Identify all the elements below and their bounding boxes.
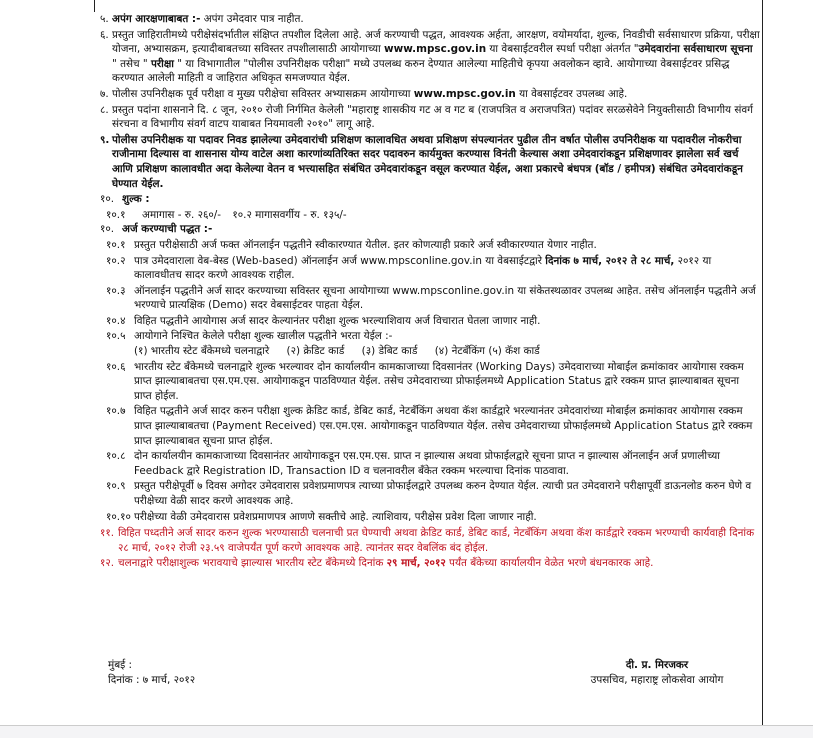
signatory-name: दी. प्र. मिरजकर bbox=[625, 659, 689, 671]
sub-number: १०.२ bbox=[106, 254, 126, 267]
sub-text: प्रस्तुत परीक्षेसाठी अर्ज फक्त ऑनलाईन पद्धतीने स्वीकारण्यात येतील. इतर कोणत्याही प्रकारे अर्ज स्वीकारण्यात येणार नाहीत. bbox=[134, 238, 597, 251]
item-text: अपंग उमेदवार पात्र नाहीत. bbox=[200, 13, 304, 25]
item-9 bbox=[100, 133, 760, 191]
sub-item bbox=[100, 449, 760, 478]
item-text: प्रस्तुत पदांना शासनाने दि. ८ जून, २०१० रोजी निर्गमित केलेली "महाराष्ट्र शासकीय गट अ व गट ब (राजपत्रित व अराजपत्रित) पदांवर सरळसेवेने नियुक्तीसाठी विभागीय संवर्ग संरचना व विभागीय संवर्ग वाटप याबाबत नियमावली २०१०" लागू आहे. bbox=[112, 103, 753, 131]
sub-item bbox=[100, 314, 760, 329]
sub-text: प्रस्तुत परीक्षेपूर्वी ७ दिवस अगोदर उमेदवारास प्रवेशप्रमाणपत्र त्याच्या प्रोफाईलद्वारे उपलब्ध करुन देण्यात येईल. त्याची प्रत उमेदवाराने परीक्षापूर्वी डाऊनलोड करुन घेणे व परीक्षेच्या वेळी सादर करणे आवश्यक आहे. bbox=[134, 480, 752, 507]
sub-text: विहित पद्धतीने आयोगास अर्ज सादर केल्यानंतर परीक्षा शुल्क भरल्याशिवाय अर्ज विचारात घेतला जाणार नाही. bbox=[134, 314, 541, 327]
item-text: या वेबसाईटवरील स्पर्धा परीक्षा अंतर्गत " bbox=[486, 43, 639, 56]
sub-item bbox=[100, 404, 760, 448]
fee-reserved-category: १०.२ मागासवर्गीय - रु. १३५/- bbox=[232, 208, 347, 221]
notice-body bbox=[100, 12, 760, 572]
sub-number: १०.७ bbox=[106, 405, 126, 418]
item-text: पोलीस उपनिरीक्षक पूर्व परीक्षा व मुख्य परीक्षेचा सविस्तर अभ्यासक्रम आयोगाच्या bbox=[112, 87, 414, 100]
item-number: ७. bbox=[100, 87, 109, 100]
item-text: प्रस्तुत जाहिरातीमध्ये परीक्षेसंदर्भातील संक्षिप्त तपशील दिलेला आहे. अर्ज करण्याची पद्धत, आवश्यक अर्हता, आरक्षण, वयोमर्यादा, शुल्क, निवडीची सर्वसाधारण प्रक्रिया, परीक्षा योजना, अभ्यासक्रम, इत्यादीबाबतच्या सविस्तर तपशीलासाठी आयोगाच्या bbox=[112, 28, 760, 56]
sub-number: १०.९ bbox=[106, 480, 126, 493]
item-number: ९. bbox=[100, 133, 110, 146]
item-title: अर्ज करण्याची पद्धत :- bbox=[122, 223, 213, 236]
item-6 bbox=[100, 28, 760, 86]
payment-option: (४) नेटबँकिंग (५) कॅश कार्ड bbox=[434, 345, 540, 358]
sub-text: पात्र उमेदवाराला वेब-बेस्ड (Web-based) ऑनलाईन अर्ज www.mpsconline.gov.in या वेबसाईटद्वारे bbox=[134, 254, 546, 267]
item-number: ८. bbox=[100, 103, 109, 116]
sub-number: १०.५ bbox=[106, 330, 126, 343]
item-number: ५. bbox=[100, 13, 109, 25]
item-number: १२. bbox=[100, 557, 115, 570]
sub-number: १०.४ bbox=[106, 314, 126, 327]
section-name: परीक्षा bbox=[151, 57, 174, 70]
item-11 bbox=[100, 526, 760, 555]
sub-text: आयोगाने निश्चित केलेले परीक्षा शुल्क खालील पद्धतीने भरता येईल :- bbox=[134, 330, 393, 343]
horizontal-scrollbar[interactable] bbox=[0, 725, 813, 738]
sub-number: १०.१० bbox=[106, 510, 131, 523]
sub-text: परीक्षेच्या वेळी उमेदवारास प्रवेशप्रमाणपत्र आणणे सक्तीचे आहे. त्याशिवाय, परीक्षेस प्रवेश दिला जाणार नाही. bbox=[134, 510, 537, 523]
payment-option: (३) डेबिट कार्ड bbox=[361, 345, 418, 358]
sub-number: १०.८ bbox=[106, 450, 126, 463]
sub-item bbox=[100, 329, 760, 358]
item-number: ११. bbox=[100, 527, 115, 540]
item-7 bbox=[100, 87, 760, 102]
sub-number: १०.१ bbox=[106, 238, 126, 251]
item-number: ६. bbox=[100, 28, 109, 41]
issue-date: दिनांक : ७ मार्च, २०१२ bbox=[108, 674, 196, 686]
item-text: " तसेच " bbox=[112, 57, 152, 70]
item-text: या वेबसाईटवर उपलब्ध आहे. bbox=[515, 87, 628, 100]
payment-options bbox=[134, 344, 760, 359]
payment-option: (२) क्रेडिट कार्ड bbox=[286, 345, 345, 358]
website-link[interactable]: www.mpsc.gov.in bbox=[384, 43, 487, 56]
signatory-designation: उपसचिव, महाराष्ट्र लोकसेवा आयोग bbox=[590, 674, 724, 686]
deadline-date: २९ मार्च, २०१२ bbox=[386, 557, 446, 570]
item-text: पर्यंत बँकेच्या कार्यालयीन वेळेत भरणे बंधनकारक आहे. bbox=[445, 557, 654, 570]
sub-number: १०.१ bbox=[106, 208, 126, 221]
item-10-method bbox=[100, 222, 760, 237]
application-period: दिनांक ७ मार्च, २०१२ ते २८ मार्च, bbox=[545, 254, 675, 267]
sub-item bbox=[100, 254, 760, 283]
item-title: अपंग आरक्षणाबाबत :- bbox=[112, 13, 201, 25]
item-12 bbox=[100, 556, 760, 571]
item-text: चलनाद्वारे परीक्षाशुल्क भरावयाचे झाल्यास भारतीय स्टेट बँकेमध्ये दिनांक bbox=[118, 557, 387, 570]
sub-item bbox=[100, 510, 760, 525]
fee-open-category: अमागास - रु. २६०/- bbox=[142, 208, 222, 221]
sub-item bbox=[100, 479, 760, 508]
sub-item bbox=[100, 360, 760, 404]
item-title: शुल्क : bbox=[122, 193, 150, 206]
sub-text: विहित पद्धतीने अर्ज सादर करुन परीक्षा शुल्क क्रेडिट कार्ड, डेबिट कार्ड, नेटबँकिंग अथवा कॅश कार्डद्वारे भरल्यानंतर उमेदवारांच्या मोबाईल क्रमांकावर आयोगास रक्कम प्राप्त झाल्याबाबतचा (Payment Received) एस.एम.एस. आयोगाकडून पाठविण्यात येईल. तसेच उमेदवाराच्या प्रोफाईलमध्ये Application Status द्वारे रक्कम प्राप्त झाल्याबाबत सूचना प्राप्त होईल. bbox=[134, 405, 753, 447]
sub-text: २०१२ या कालावधीतच सादर करणे आवश्यक राहील. bbox=[134, 254, 712, 282]
sub-text: दोन कार्यालयीन कामकाजाच्या दिवसानंतर आयोगाकडून एस.एम.एस. प्राप्त न झाल्यास अथवा प्रोफाईलद्वारे सूचना प्राप्त न झाल्यास ऑनलाईन अर्ज प्रणालीच्या Feedback द्वारे Registration ID, Transaction ID व चलनावरील बँकेत रक्कम भरल्याचा दिनांक पाठवावा. bbox=[134, 450, 720, 477]
item-8 bbox=[100, 103, 760, 132]
sub-item bbox=[100, 284, 760, 313]
page-border-left bbox=[94, 0, 95, 12]
section-name: उमेदवारांना सर्वसाधारण सूचना bbox=[638, 43, 753, 56]
item-number: १०. bbox=[100, 193, 115, 206]
item-number: १०. bbox=[100, 223, 115, 236]
fee-row bbox=[100, 208, 760, 223]
website-link[interactable]: www.mpsc.gov.in bbox=[413, 87, 516, 100]
item-10-fee bbox=[100, 192, 760, 207]
item-text: " या विभागातील "पोलीस उपनिरीक्षक परीक्षा" मध्ये उपलब्ध करुन देण्यात आलेल्या माहितीचे कृपया अवलोकन व्हावे. आयोगाच्या वेबसाईटवर प्रसिद्ध करण्यात आलेली माहिती व जाहिरात अधिकृत समजण्यात येईल. bbox=[112, 57, 730, 85]
sub-text: भारतीय स्टेट बँकेमध्ये चलनाद्वारे शुल्क भरल्यावर दोन कार्यालयीन कामकाजाच्या दिवसानंतर (Working Days) उमेदवाराच्या मोबाईल क्रमांकावर आयोगास रक्कम प्राप्त झाल्याबाबतचा एस.एम.एस. आयोगाकडून पाठविण्यात येईल. तसेच उमेदवाराच्या प्रोफाईलमध्ये Application Status द्वारे रक्कम प्राप्त झाल्याबाबत सूचना प्राप्त होईल. bbox=[134, 360, 744, 402]
item-5 bbox=[100, 12, 760, 27]
item-text: विहित पध्दतीने अर्ज सादर करुन शुल्क भरण्यासाठी चलनाची प्रत घेण्याची अथवा क्रेडिट कार्ड, डेबिट कार्ड, नेटबँकिंग अथवा कॅश कार्डद्वारे रक्कम भरण्याची कार्यवाही दिनांक २८ मार्च, २०१२ रोजी २३.५९ वाजेपर्यंत पूर्ण करणे आवश्यक आहे. त्यानंतर सदर वेबलिंक बंद होईल. bbox=[118, 527, 755, 554]
place: मुंबई : bbox=[108, 659, 133, 671]
item-text: पोलीस उपनिरीक्षक या पदावर निवड झालेल्या उमेदवारांची प्रशिक्षण कालावधित अथवा प्रशिक्षण संपल्यानंतर पुढील तीन वर्षात पोलीस उपनिरीक्षक या पदावरील नोकरीचा राजीनामा दिल्यास वा शासनास योग्य वाटेल अशा कारणांव्यतिरिक्त सदर पदावरुन कार्यमुक्त करण्यास विनंती केल्यास अशा उमेदवारांकडून प्रशिक्षणावर झालेला सर्व खर्च आणि प्रशिक्षण कालावधीत अदा केलेल्या वेतन व भत्त्यासहित संबंधित उमेदवारांकडून वसूल करण्यात येईल, अशा प्रकारचे बंधपत्र (बॉड / हमीपत्र) संबंधित उमेदवारांकडून घेण्यात येईल. bbox=[112, 133, 743, 190]
page-border-right bbox=[762, 0, 763, 737]
sub-number: १०.६ bbox=[106, 360, 126, 373]
sub-item bbox=[100, 238, 760, 253]
sub-number: १०.३ bbox=[106, 284, 126, 297]
payment-option: (१) भारतीय स्टेट बँकेमध्ये चलनाद्वारे bbox=[134, 345, 270, 358]
sub-text: ऑनलाईन पद्धतीने अर्ज सादर करण्याच्या सविस्तर सूचना आयोगाच्या www.mpsconline.gov.in या संकेतस्थळावर उपलब्ध आहेत. तसेच ऑनलाईन पद्धतीने अर्ज भरण्याचे प्रात्यक्षिक (Demo) सदर वेबसाईटवर पाहता येईल. bbox=[134, 284, 756, 312]
